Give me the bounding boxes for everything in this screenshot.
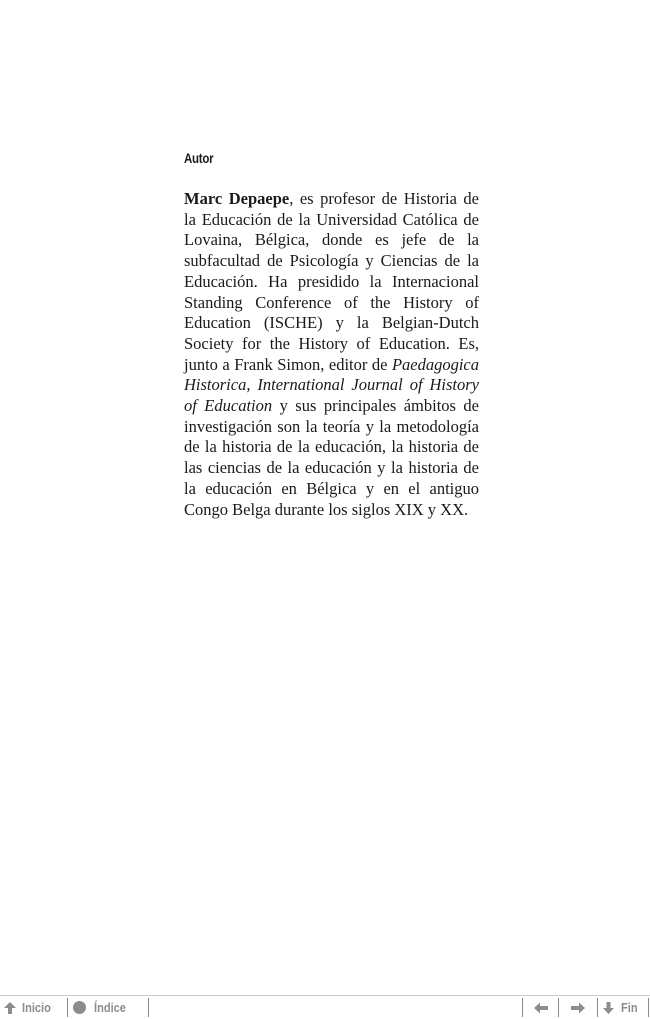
author-name: Marc Depaepe (184, 189, 290, 208)
arrow-left-icon (533, 1002, 549, 1014)
navigation-bar (0, 995, 650, 1019)
inicio-button[interactable] (3, 998, 65, 1017)
nav-separator (648, 998, 649, 1017)
previous-page-button[interactable] (526, 998, 556, 1017)
circle-icon (72, 1000, 87, 1015)
fin-label: Fin (621, 1000, 638, 1015)
nav-separator (148, 998, 149, 1017)
nav-separator (67, 998, 68, 1017)
bio-text-2: y sus principales ámbitos de investigación son la teoría y la metodología de la historia de la educación, la historia de las ciencias de la educación y la historia de la educación en Bélgica y en el antiguo Congo Belga durante los siglos XIX y XX. (184, 396, 479, 519)
arrow-down-icon (602, 1001, 615, 1015)
bio-text-1: , es profesor de Historia de la Educación de la Universidad Católica de Lovaina, Bélgica, donde es jefe de la subfacultad de Psicología y Ciencias de la Educación. Ha presidido la Internacional Standing Conference of the History of Education (ISCHE) y la Belgian-Dutch Society for the History of Education. Es, junto a Frank Simon, editor de (184, 189, 479, 374)
nav-separator (558, 998, 559, 1017)
journal-title: Paedagogica Historica, International Journal of History of Education (184, 354, 479, 416)
indice-label: Índice (94, 1000, 126, 1015)
inicio-label: Inicio (22, 1000, 51, 1015)
arrow-right-icon (570, 1002, 586, 1014)
section-heading: Autor (184, 150, 214, 166)
fin-button[interactable] (602, 998, 648, 1017)
nav-separator (522, 998, 523, 1017)
author-bio (184, 189, 479, 520)
arrow-up-icon (3, 1001, 17, 1015)
next-page-button[interactable] (562, 998, 594, 1017)
indice-button[interactable] (72, 998, 147, 1017)
nav-separator (597, 998, 598, 1017)
